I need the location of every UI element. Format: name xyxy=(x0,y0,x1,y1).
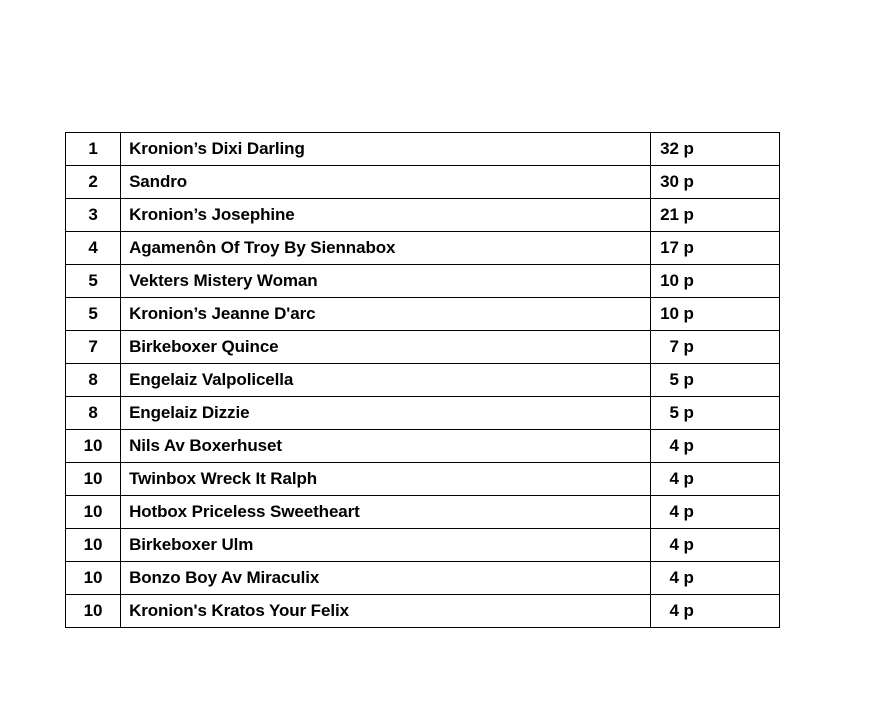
rank-cell: 4 xyxy=(66,232,121,265)
rank-cell: 8 xyxy=(66,364,121,397)
points-value: 17 p xyxy=(660,238,694,257)
dog-name-cell: Nils Av Boxerhuset xyxy=(121,430,651,463)
points-cell xyxy=(650,265,779,298)
points-value: 4 p xyxy=(669,601,694,620)
table-row xyxy=(66,562,780,595)
points-cell xyxy=(650,562,779,595)
table-row xyxy=(66,397,780,430)
table-row xyxy=(66,463,780,496)
dog-name-cell: Agamenôn Of Troy By Siennabox xyxy=(121,232,651,265)
table-row xyxy=(66,298,780,331)
results-table xyxy=(65,132,780,628)
rank-cell: 10 xyxy=(66,430,121,463)
points-value: 7 p xyxy=(669,337,694,356)
rank-cell: 7 xyxy=(66,331,121,364)
table-row xyxy=(66,496,780,529)
dog-name-cell: Birkeboxer Quince xyxy=(121,331,651,364)
table-row xyxy=(66,265,780,298)
table-row xyxy=(66,331,780,364)
points-value: 4 p xyxy=(669,436,694,455)
dog-name-cell: Sandro xyxy=(121,166,651,199)
points-value: 4 p xyxy=(669,535,694,554)
dog-name-cell: Hotbox Priceless Sweetheart xyxy=(121,496,651,529)
points-cell xyxy=(650,133,779,166)
points-cell xyxy=(650,397,779,430)
points-cell xyxy=(650,232,779,265)
points-cell xyxy=(650,166,779,199)
points-value: 10 p xyxy=(660,304,694,323)
points-value: 5 p xyxy=(669,370,694,389)
dog-name-cell: Kronion's Kratos Your Felix xyxy=(121,595,651,628)
points-value: 4 p xyxy=(669,469,694,488)
table-row xyxy=(66,199,780,232)
rank-cell: 10 xyxy=(66,595,121,628)
points-cell xyxy=(650,496,779,529)
points-cell xyxy=(650,364,779,397)
table-row xyxy=(66,166,780,199)
rank-cell: 5 xyxy=(66,298,121,331)
rank-cell: 10 xyxy=(66,529,121,562)
table-row xyxy=(66,430,780,463)
table-row xyxy=(66,133,780,166)
points-value: 30 p xyxy=(660,172,694,191)
points-cell xyxy=(650,529,779,562)
points-cell xyxy=(650,199,779,232)
points-value: 21 p xyxy=(660,205,694,224)
dog-name-cell: Engelaiz Valpolicella xyxy=(121,364,651,397)
rank-cell: 10 xyxy=(66,496,121,529)
rank-cell: 8 xyxy=(66,397,121,430)
rank-cell: 5 xyxy=(66,265,121,298)
rank-cell: 10 xyxy=(66,463,121,496)
rank-cell: 1 xyxy=(66,133,121,166)
points-cell xyxy=(650,298,779,331)
dog-name-cell: Bonzo Boy Av Miraculix xyxy=(121,562,651,595)
dog-name-cell: Kronion’s Jeanne D'arc xyxy=(121,298,651,331)
points-value: 4 p xyxy=(669,502,694,521)
points-cell xyxy=(650,463,779,496)
dog-name-cell: Vekters Mistery Woman xyxy=(121,265,651,298)
table-row xyxy=(66,364,780,397)
dog-name-cell: Kronion’s Josephine xyxy=(121,199,651,232)
results-table-body xyxy=(66,133,780,628)
points-value: 32 p xyxy=(660,139,694,158)
rank-cell: 10 xyxy=(66,562,121,595)
points-cell xyxy=(650,331,779,364)
dog-name-cell: Engelaiz Dizzie xyxy=(121,397,651,430)
rank-cell: 3 xyxy=(66,199,121,232)
dog-name-cell: Kronion’s Dixi Darling xyxy=(121,133,651,166)
dog-name-cell: Twinbox Wreck It Ralph xyxy=(121,463,651,496)
dog-name-cell: Birkeboxer Ulm xyxy=(121,529,651,562)
points-value: 4 p xyxy=(669,568,694,587)
table-row xyxy=(66,232,780,265)
points-value: 10 p xyxy=(660,271,694,290)
points-value: 5 p xyxy=(669,403,694,422)
points-cell xyxy=(650,430,779,463)
rank-cell: 2 xyxy=(66,166,121,199)
table-row xyxy=(66,529,780,562)
table-row xyxy=(66,595,780,628)
points-cell xyxy=(650,595,779,628)
